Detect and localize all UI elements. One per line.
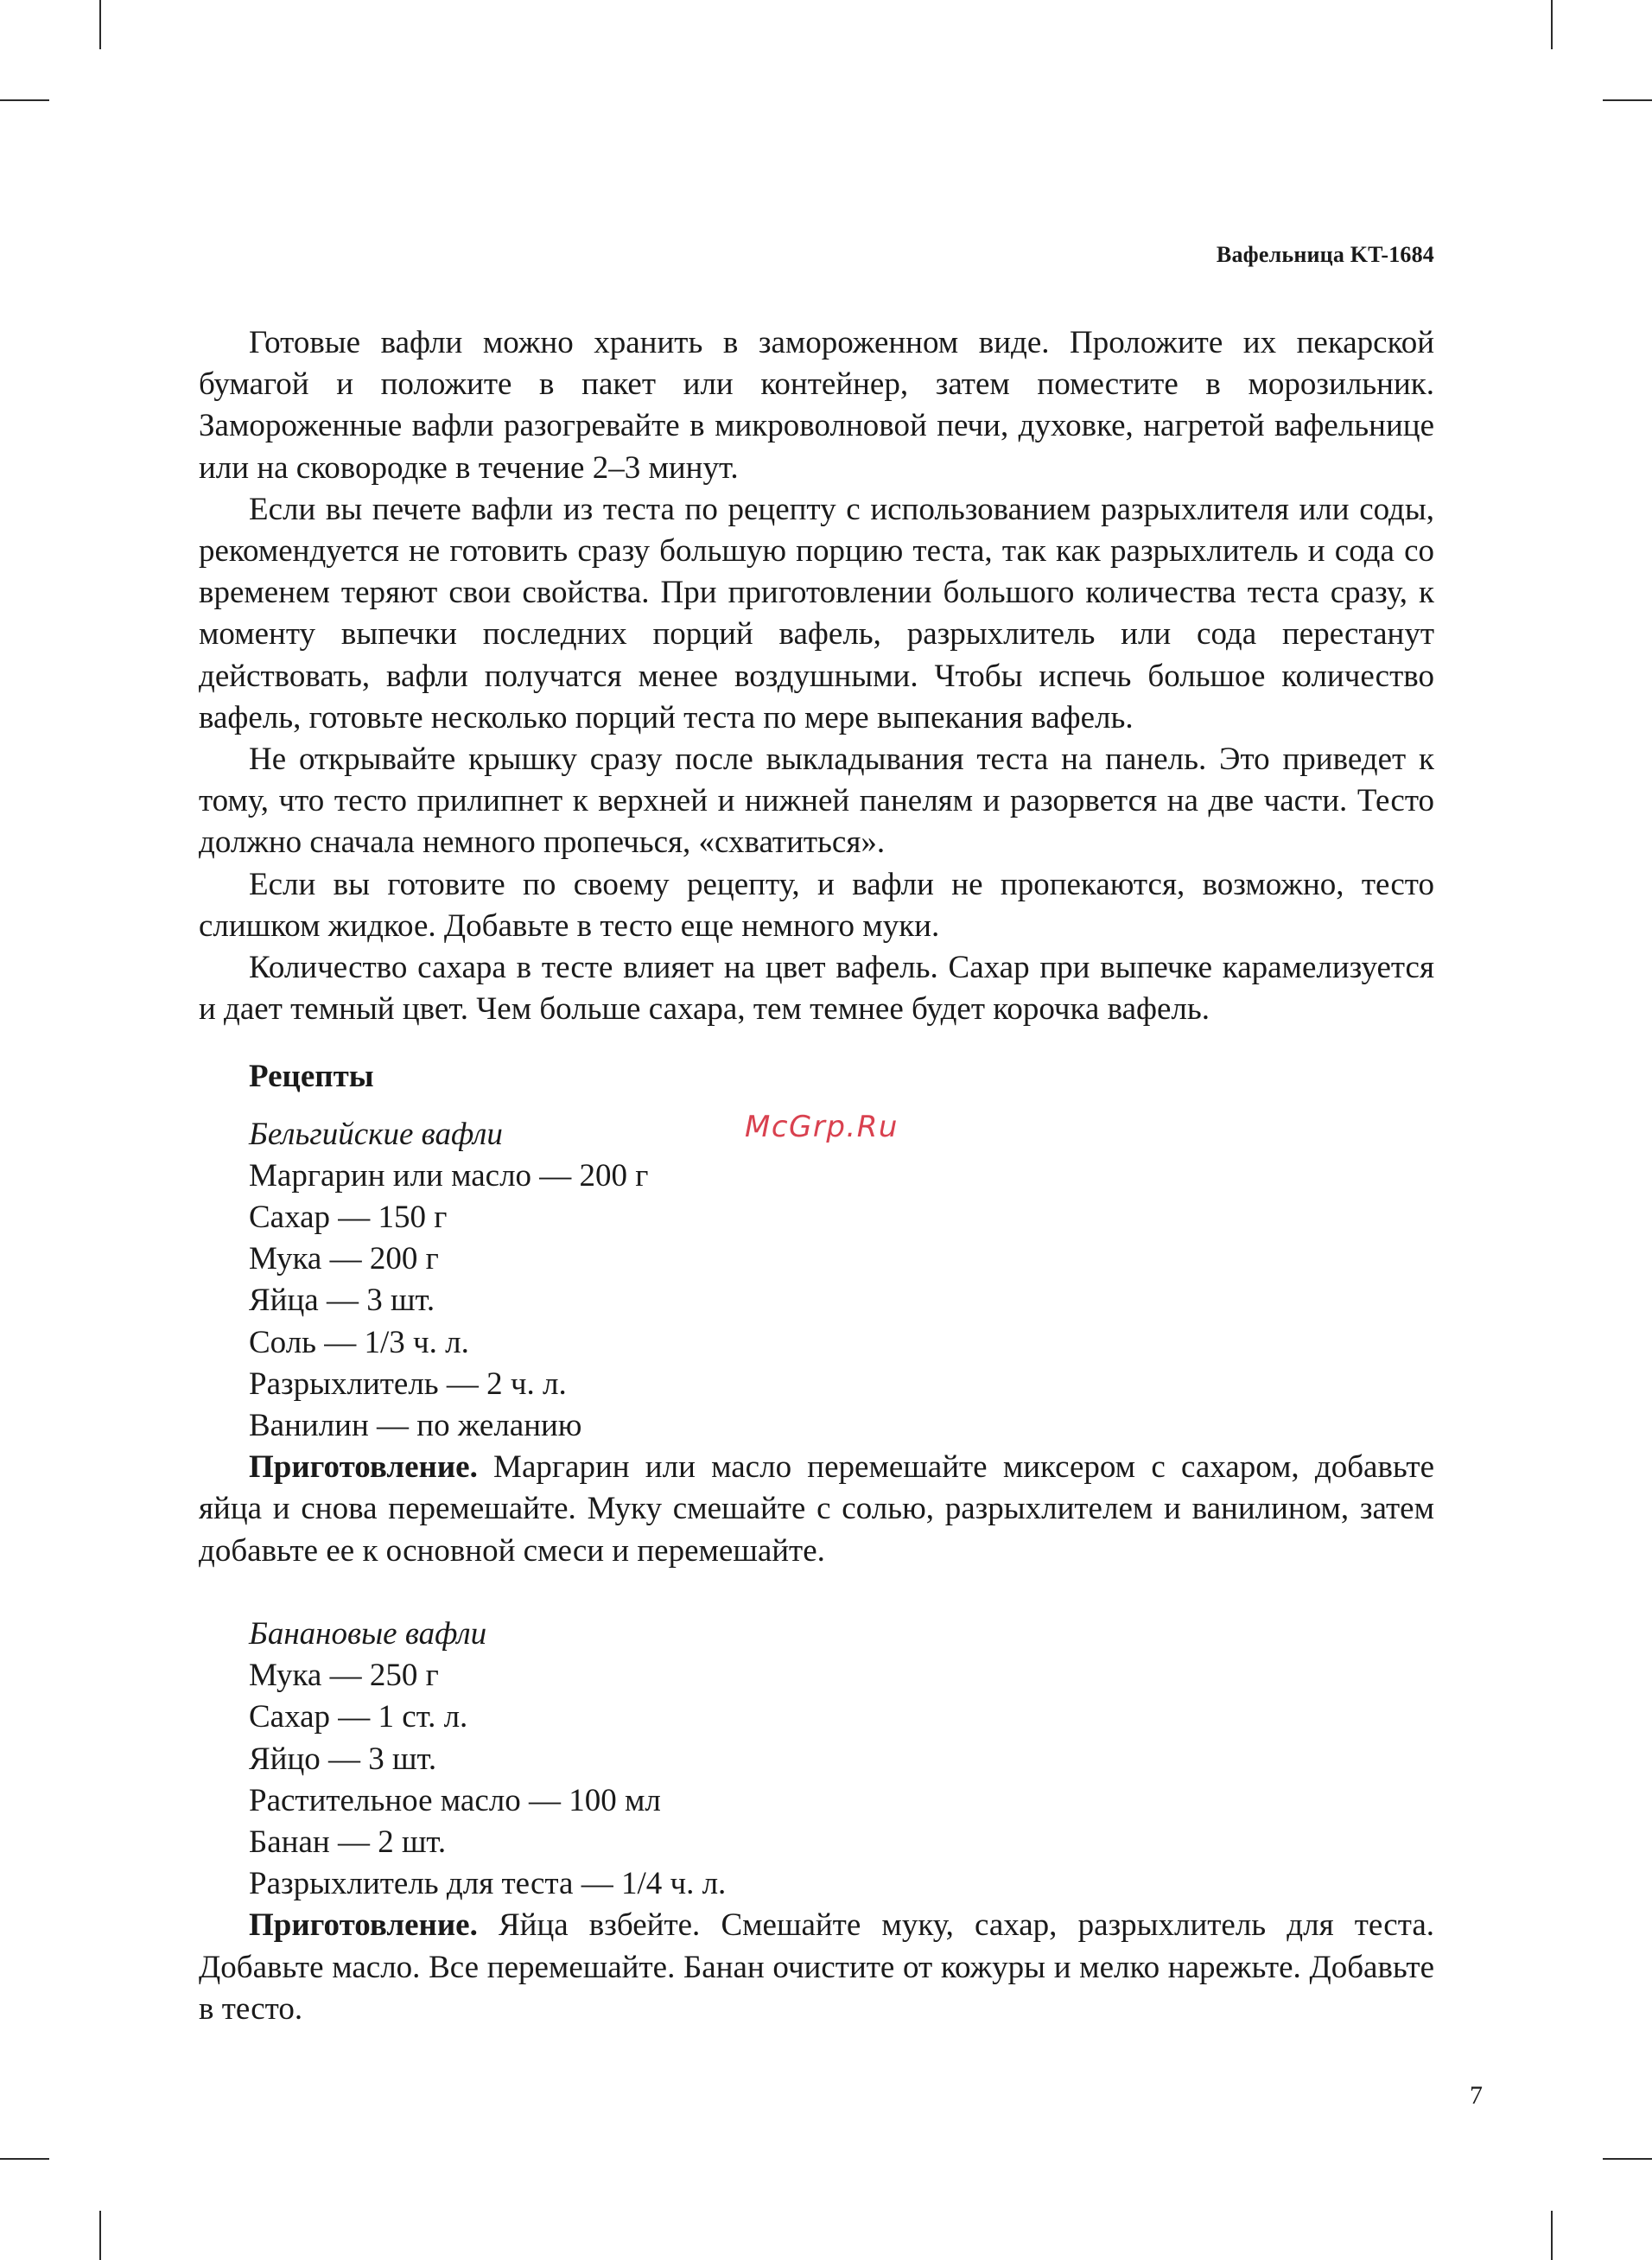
paragraph: Готовые вафли можно хранить в замороженном виде. Проложите их пекарской бумагой и положите в пакет или контейнер, затем поместите в морозильник. Замороженные вафли разогревайте в микроволновой печи, духовке, нагретой вафельнице или на сковородке в течение 2–3 минут.	[199, 325, 1434, 486]
ingredient-item: Мука — 250 г	[249, 1658, 439, 1694]
ingredient-item: Мука — 200 г	[249, 1241, 439, 1277]
ingredient-item: Яйца — 3 шт.	[249, 1283, 435, 1319]
preparation-text	[199, 1905, 1434, 2030]
crop-mark	[1551, 2211, 1553, 2260]
ingredient-item: Банан — 2 шт.	[249, 1824, 447, 1860]
page-content	[199, 322, 1434, 2030]
crop-mark	[0, 2158, 49, 2160]
recipe-belgian-waffles	[199, 1114, 1434, 1572]
section-heading: Рецепты	[249, 1059, 374, 1095]
spacer	[199, 1572, 1434, 1614]
crop-mark	[1551, 0, 1553, 49]
crop-mark	[0, 99, 49, 101]
ingredient-item: Растительное масло — 100 мл	[249, 1782, 661, 1818]
recipe-banana-waffles	[199, 1614, 1434, 2030]
ingredient-item: Маргарин или масло — 200 г	[249, 1157, 649, 1194]
ingredient-item: Сахар — 150 г	[249, 1200, 448, 1236]
recipe-title: Бельгийские вафли	[249, 1116, 503, 1152]
preparation-body: Маргарин или масло перемешайте миксером с сахаром, добавьте яйца и снова перемешайте. Муку смешайте с солью, разрыхлителем и ванилином, затем добавьте ее к основной смеси и перемешайте.	[199, 1449, 1434, 1569]
ingredient-item: Ванилин — по желанию	[249, 1408, 582, 1444]
ingredient-item: Соль — 1/3 ч. л.	[249, 1324, 469, 1360]
preparation-body: Яйца взбейте. Смешайте муку, сахар, разрыхлитель для теста. Добавьте масло. Все перемешайте. Банан очистите от кожуры и мелко нарежьте. Добавьте в тесто.	[199, 1907, 1434, 2027]
crop-mark	[99, 0, 101, 49]
paragraph: Если вы готовите по своему рецепту, и вафли не пропекаются, возможно, тесто слишком жидкое. Добавьте в тесто еще немного муки.	[199, 866, 1434, 944]
recipe-title: Банановые вафли	[249, 1615, 487, 1652]
ingredient-item: Разрыхлитель для теста — 1/4 ч. л.	[249, 1866, 727, 1902]
preparation-text	[199, 1447, 1434, 1572]
crop-mark	[1603, 2158, 1652, 2160]
preparation-label: Приготовление.	[249, 1907, 478, 1944]
ingredient-item: Яйцо — 3 шт.	[249, 1741, 437, 1777]
ingredient-item: Сахар — 1 ст. л.	[249, 1699, 468, 1735]
preparation-label: Приготовление.	[249, 1449, 478, 1486]
paragraph: Если вы печете вафли из теста по рецепту с использованием разрыхлителя или соды, рекомендуется не готовить сразу большую порцию теста, так как разрыхлитель и сода со временем теряют свои свойства. При приготовлении большого количества теста сразу, к моменту выпечки последних порций вафель, разрыхлитель или сода перестанут действовать, вафли получатся менее воздушными. Чтобы испечь большое количество вафель, готовьте несколько порций теста по мере выпекания вафель.	[199, 491, 1434, 735]
ingredient-item: Разрыхлитель — 2 ч. л.	[249, 1366, 567, 1402]
paragraph: Не открывайте крышку сразу после выкладывания теста на панель. Это приведет к тому, что тесто прилипнет к верхней и нижней панелям и разорвется на две части. Тесто должно сначала немного пропечься, «схватиться».	[199, 742, 1434, 861]
watermark-text: McGrp.Ru	[745, 1110, 899, 1144]
page-number: 7	[1470, 2081, 1483, 2110]
running-header: Вафельница KT-1684	[1216, 242, 1434, 267]
paragraph: Количество сахара в тесте влияет на цвет вафель. Сахар при выпечке карамелизуется и дает темный цвет. Чем больше сахара, тем темнее будет корочка вафель.	[199, 950, 1434, 1028]
crop-mark	[99, 2211, 101, 2260]
crop-mark	[1603, 99, 1652, 101]
